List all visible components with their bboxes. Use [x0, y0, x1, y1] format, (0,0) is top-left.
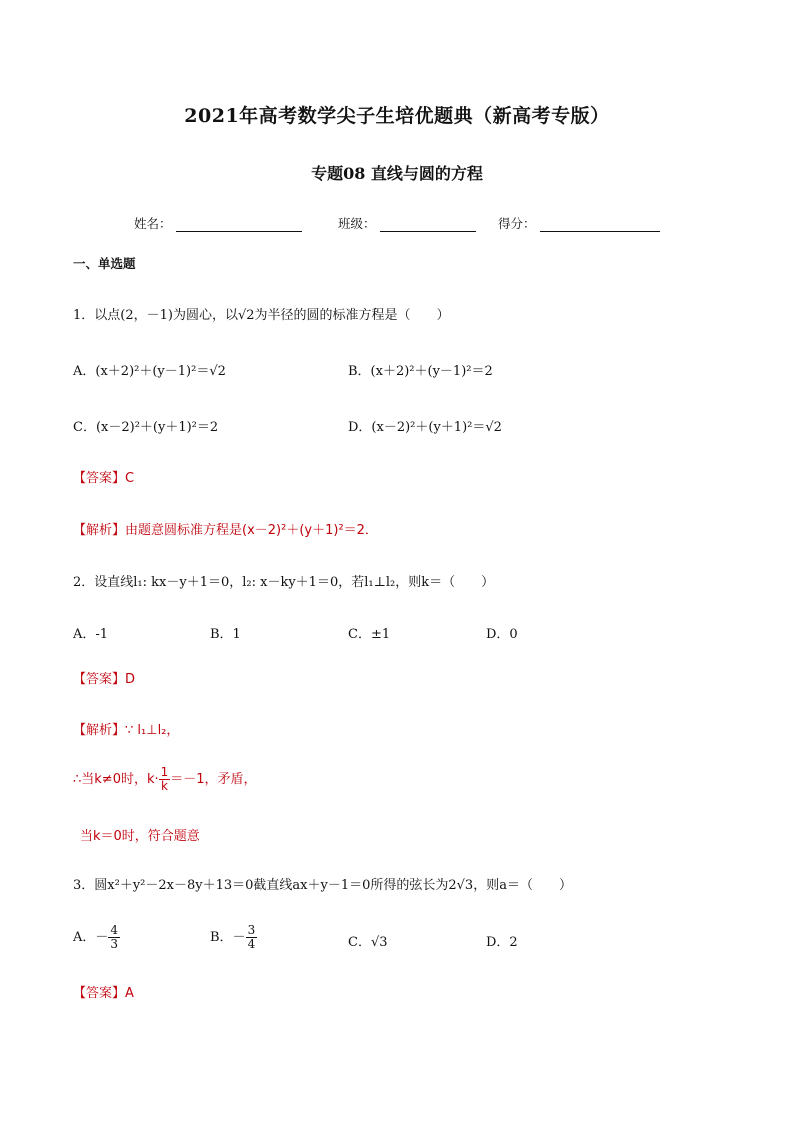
question-3-stem: 3．圆x²＋y²－2x－8y＋13＝0截直线ax＋y－1＝0所得的弦长为2√3，则a＝（ ）	[73, 878, 572, 893]
analysis-text: ∵ l₁⊥l₂，	[125, 723, 180, 738]
question-2-analysis-line-3: 当k＝0时，符合题意	[80, 829, 200, 844]
question-2-option-a: A．-1	[73, 627, 109, 642]
document-title: 2021年高考数学尖子生培优题典（新高考专版）	[184, 105, 610, 127]
fraction	[246, 924, 258, 951]
fraction	[159, 766, 171, 793]
question-2-analysis-line-2	[73, 766, 257, 793]
question-1-option-d: D．(x－2)²＋(y＋1)²＝√2	[348, 420, 502, 435]
question-1-answer	[73, 467, 134, 486]
fraction-numerator: 4	[110, 923, 119, 937]
answer-value: C	[125, 471, 135, 486]
score-field	[498, 214, 660, 232]
class-field-label: 班级：	[338, 216, 376, 231]
question-3-option-b	[210, 924, 257, 951]
name-field	[134, 214, 302, 232]
answer-tag: 【答案】	[73, 471, 126, 486]
analysis-text: 由题意圆标准方程是(x－2)²＋(y＋1)²＝2．	[125, 523, 378, 538]
option-prefix: A．－	[73, 930, 109, 946]
answer-value: A	[125, 986, 134, 1001]
section-title: 一、单选题	[73, 256, 136, 271]
question-1-option-b: B．(x＋2)²＋(y－1)²＝2	[348, 364, 493, 379]
score-field-label: 得分：	[498, 216, 536, 231]
question-2-option-d: D．0	[486, 627, 518, 642]
score-field-blank	[540, 217, 660, 232]
class-field	[338, 214, 476, 232]
option-prefix: B．－	[210, 930, 246, 946]
fraction-denominator: k	[160, 779, 168, 794]
fraction-numerator: 1	[160, 765, 169, 779]
analysis-tag: 【解析】	[73, 523, 126, 538]
question-1-option-c: C．(x－2)²＋(y＋1)²＝2	[73, 420, 219, 435]
class-field-blank	[380, 217, 476, 232]
document-subtitle: 专题08 直线与圆的方程	[311, 164, 483, 183]
fraction-numerator: 3	[247, 923, 256, 937]
question-3-option-a	[73, 924, 120, 951]
question-3-answer	[73, 982, 134, 1001]
question-2-option-b: B．1	[210, 627, 241, 642]
fraction	[108, 924, 120, 951]
question-3-option-c: C．√3	[348, 935, 388, 950]
name-field-blank	[176, 217, 302, 232]
question-2-option-c: C．±1	[348, 627, 391, 642]
answer-value: D	[125, 672, 136, 687]
question-1-stem: 1．以点(2，－1)为圆心，以√2为半径的圆的标准方程是（ ）	[73, 308, 450, 323]
fraction-denominator: 4	[247, 937, 256, 952]
analysis-text-suffix: ＝－1，矛盾，	[170, 772, 257, 788]
question-2-analysis-line-1	[73, 719, 179, 738]
answer-tag: 【答案】	[73, 672, 126, 687]
question-3-option-d: D．2	[486, 935, 518, 950]
fraction-denominator: 3	[110, 937, 119, 952]
question-1-analysis	[73, 519, 378, 538]
name-field-label: 姓名：	[134, 216, 172, 231]
analysis-tag: 【解析】	[73, 723, 126, 738]
analysis-text-prefix: ∴当k≠0时，k·	[73, 772, 159, 788]
question-2-stem: 2．设直线l₁: kx－y＋1＝0，l₂: x－ky＋1＝0，若l₁⊥l₂，则k＝（ ）	[73, 575, 495, 590]
answer-tag: 【答案】	[73, 986, 126, 1001]
question-2-answer	[73, 668, 135, 687]
question-1-option-a: A．(x＋2)²＋(y－1)²＝√2	[73, 364, 226, 379]
